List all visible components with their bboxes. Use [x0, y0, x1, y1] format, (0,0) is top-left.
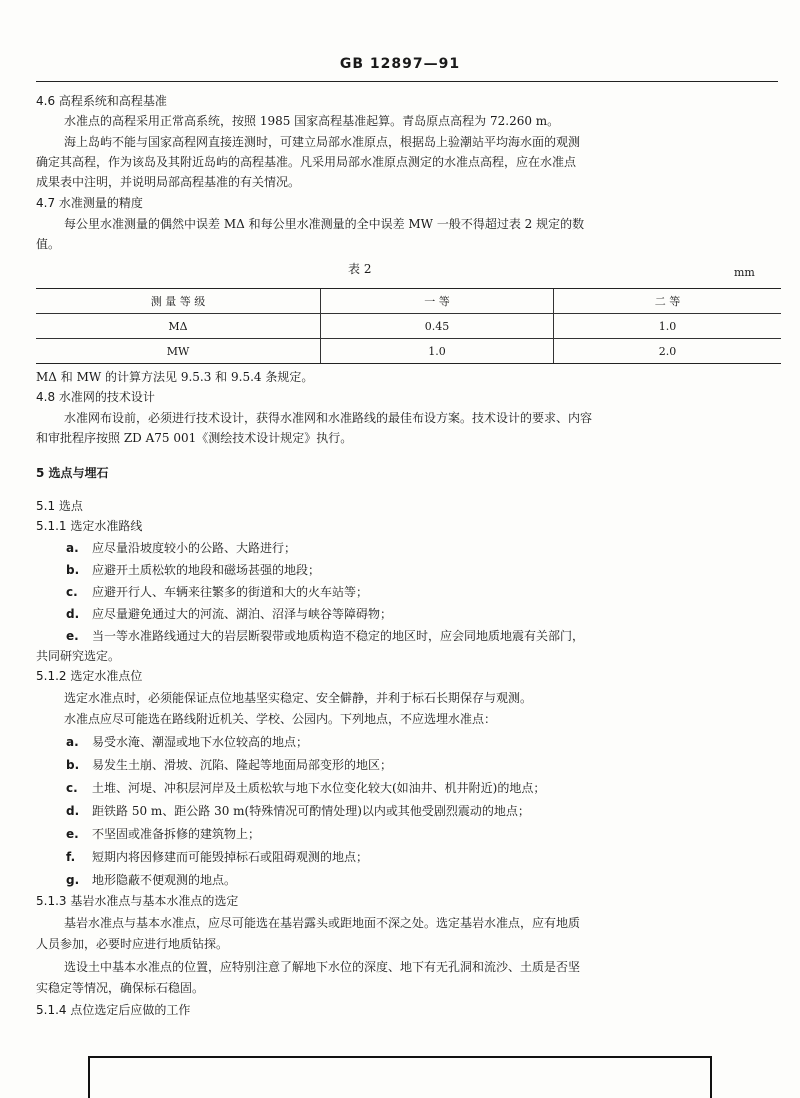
s46-paragraph-2-line-3: 成果表中注明，并说明局部高程基准的有关情况。 [36, 175, 301, 189]
s513-paragraph-2-line-1: 选设土中基本水准点的位置，应特别注意了解地下水位的深度、地下有无孔洞和流沙、土质是否坚 [64, 960, 581, 974]
table-row [36, 314, 781, 339]
list-item: b. 易发生土崩、滑坡、沉陷、隆起等地面局部变形的地区； [66, 758, 393, 772]
s46-paragraph-2-line-1: 海上岛屿不能与国家高程网直接连测时，可建立局部水准原点，根据岛上验潮站平均海水面的观测 [64, 135, 581, 149]
section-5-1-4-heading: 5.1.4 点位选定后应做的工作 [36, 1003, 191, 1017]
table-cell: MW [36, 339, 321, 364]
bottom-frame [88, 1056, 712, 1098]
list-item: g. 地形隐蔽不便观测的地点。 [66, 873, 237, 887]
s513-paragraph-1-line-1: 基岩水准点与基本水准点，应尽可能选在基岩露头或距地面不深之处。选定基岩水准点，应有地质 [64, 916, 581, 930]
table-cell: 0.45 [321, 314, 554, 339]
list-item-continuation: 共同研究选定。 [36, 649, 121, 663]
list-item: f. 短期内将因修建而可能毁掉标石或阻碍观测的地点； [66, 850, 369, 864]
list-item: e. 不坚固或准备拆修的建筑物上； [66, 827, 261, 841]
list-item: c. 土堆、河堤、冲积层河岸及土质松软与地下水位变化较大(如油井、机井附近)的地点； [66, 781, 546, 795]
table-cell: 2.0 [554, 339, 782, 364]
table-2 [36, 288, 781, 364]
section-4-8-heading: 4.8 水准网的技术设计 [36, 390, 155, 404]
table-header-cell: 测 量 等 级 [36, 289, 321, 314]
s47-paragraph-line-1: 每公里水准测量的偶然中误差 MΔ 和每公里水准测量的全中误差 MW 一般不得超过表 2 规定的数 [64, 217, 585, 231]
s46-paragraph-1: 水准点的高程采用正常高系统，按照 1985 国家高程基准起算。青岛原点高程为 72.260 m。 [64, 114, 560, 128]
page-header-standard-number: GB 12897—91 [339, 56, 461, 72]
list-item: e. 当一等水准路线通过大的岩层断裂带或地质构造不稳定的地区时，应会同地质地震有关部门， [66, 629, 585, 643]
s47-paragraph-line-2: 值。 [36, 237, 61, 251]
table-cell: 1.0 [321, 339, 554, 364]
table-header-cell: 一 等 [321, 289, 554, 314]
s48-paragraph-line-2: 和审批程序按照 ZD A75 001《测绘技术设计规定》执行。 [36, 431, 353, 445]
table-cell: 1.0 [554, 314, 782, 339]
header-rule [36, 81, 778, 82]
table-row [36, 339, 781, 364]
table-2-unit: mm [734, 266, 755, 279]
s513-paragraph-1-line-2: 人员参加，必要时应进行地质钻探。 [36, 937, 229, 951]
s513-paragraph-2-line-2: 实稳定等情况，确保标石稳固。 [36, 981, 205, 995]
table-header-cell: 二 等 [554, 289, 782, 314]
section-4-7-heading: 4.7 水准测量的精度 [36, 196, 143, 210]
section-5-1-heading: 5.1 选点 [36, 499, 83, 513]
section-5-1-1-heading: 5.1.1 选定水准路线 [36, 519, 143, 533]
list-item: c. 应避开行人、车辆来往繁多的街道和大的火车站等； [66, 585, 369, 599]
table-2-caption: 表 2 [348, 262, 372, 276]
table-2-note: MΔ 和 MW 的计算方法见 9.5.3 和 9.5.4 条规定。 [36, 370, 314, 384]
s46-paragraph-2-line-2: 确定其高程，作为该岛及其附近岛屿的高程基准。凡采用局部水准原点测定的水准点高程，应在水准点 [36, 155, 577, 169]
list-item: d. 应尽量避免通过大的河流、湖泊、沼泽与峡谷等障碍物； [66, 607, 393, 621]
s512-paragraph-1: 选定水准点时，必须能保证点位地基坚实稳定、安全僻静，并利于标石长期保存与观测。 [64, 691, 533, 705]
s512-paragraph-2: 水准点应尽可能选在路线附近机关、学校、公园内。下列地点，不应选埋水准点： [64, 712, 497, 726]
section-5-1-3-heading: 5.1.3 基岩水准点与基本水准点的选定 [36, 894, 239, 908]
s48-paragraph-line-1: 水准网布设前，必须进行技术设计，获得水准网和水准路线的最佳布设方案。技术设计的要求、内容 [64, 411, 593, 425]
list-item: b. 应避开土质松软的地段和磁场甚强的地段； [66, 563, 321, 577]
section-4-6-heading: 4.6 高程系统和高程基准 [36, 94, 167, 108]
list-item: a. 应尽量沿坡度较小的公路、大路进行； [66, 541, 297, 555]
section-5-1-2-heading: 5.1.2 选定水准点位 [36, 669, 143, 683]
table-header-row [36, 289, 781, 314]
list-item: d. 距铁路 50 m、距公路 30 m(特殊情况可酌情处理)以内或其他受剧烈震动的地点； [66, 804, 530, 818]
table-cell: MΔ [36, 314, 321, 339]
list-item: a. 易受水淹、潮湿或地下水位较高的地点； [66, 735, 309, 749]
section-5-heading: 5 选点与埋石 [36, 466, 109, 480]
